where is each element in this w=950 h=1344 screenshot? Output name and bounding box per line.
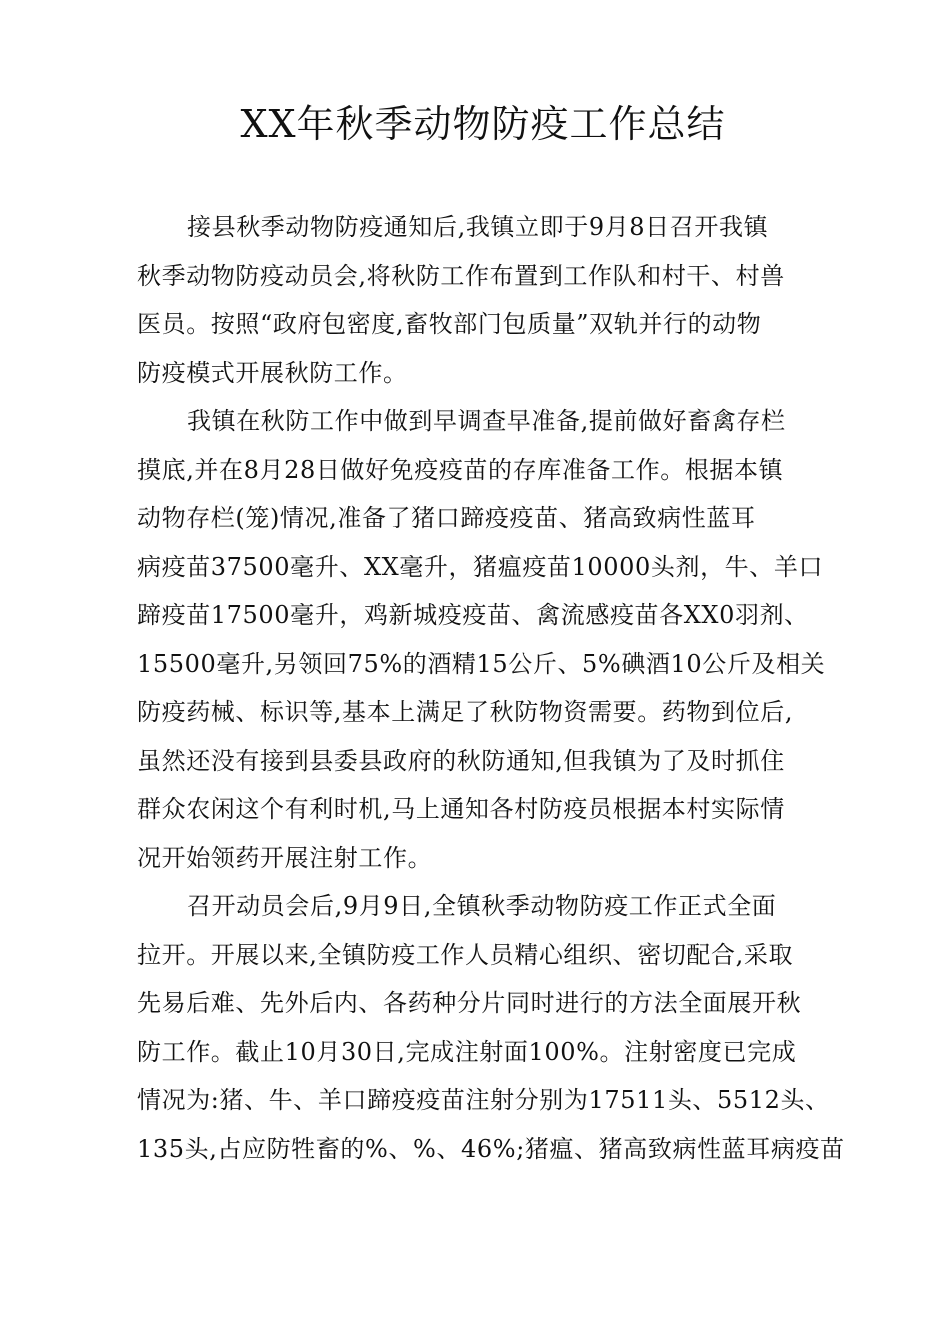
text-line: 虽然还没有接到县委县政府的秋防通知,但我镇为了及时抓住 <box>137 746 785 775</box>
paragraph-2 <box>137 397 837 882</box>
text-line: 防工作。截止10月30日,完成注射面100%。注射密度已完成 <box>137 1037 797 1066</box>
text-line: 情况为:猪、牛、羊口蹄疫疫苗注射分别为17511头、5512头、 <box>137 1086 830 1114</box>
text-line: 拉开。开展以来,全镇防疫工作人员精心组织、密切配合,采取 <box>137 940 794 969</box>
text-line: 蹄疫苗17500毫升，鸡新城疫疫苗、禽流感疫苗各XX0羽剂、 <box>137 601 809 629</box>
document-title: XX年秋季动物防疫工作总结 <box>240 102 726 146</box>
text-line: 群众农闲这个有利时机,马上通知各村防疫员根据本村实际情 <box>137 795 785 823</box>
text-line: 秋季动物防疫动员会,将秋防工作布置到工作队和村干、村兽 <box>137 261 785 290</box>
text-line: 况开始领药开展注射工作。 <box>137 843 433 872</box>
text-line: 135头,占应防牲畜的%、%、46%;猪瘟、猪高致病性蓝耳病疫苗 <box>137 1134 845 1163</box>
text-line: 召开动员会后,9月9日,全镇秋季动物防疫工作正式全面 <box>187 892 777 920</box>
paragraph-1 <box>137 203 837 397</box>
text-line: 接县秋季动物防疫通知后,我镇立即于9月8日召开我镇 <box>187 213 769 241</box>
text-line: 先易后难、先外后内、各药种分片同时进行的方法全面展开秋 <box>137 989 802 1017</box>
text-line: 防疫模式开展秋防工作。 <box>137 358 408 387</box>
document-body <box>137 203 845 1173</box>
paragraph-3 <box>137 882 845 1173</box>
text-line: 病疫苗37500毫升、XX毫升，猪瘟疫苗10000头剂，牛、羊口 <box>137 552 824 581</box>
text-line: 15500毫升,另领回75%的酒精15公斤、5%碘酒10公斤及相关 <box>137 649 826 678</box>
text-line: 摸底,并在8月28日做好免疫疫苗的存库准备工作。根据本镇 <box>137 455 784 484</box>
text-line: 动物存栏(笼)情况,准备了猪口蹄疫疫苗、猪高致病性蓝耳 <box>137 504 756 532</box>
text-line: 防疫药械、标识等,基本上满足了秋防物资需要。药物到位后, <box>137 698 794 726</box>
text-line: 我镇在秋防工作中做到早调查早准备,提前做好畜禽存栏 <box>187 407 786 435</box>
text-line: 医员。按照“政府包密度,畜牧部门包质量”双轨并行的动物 <box>137 310 762 338</box>
